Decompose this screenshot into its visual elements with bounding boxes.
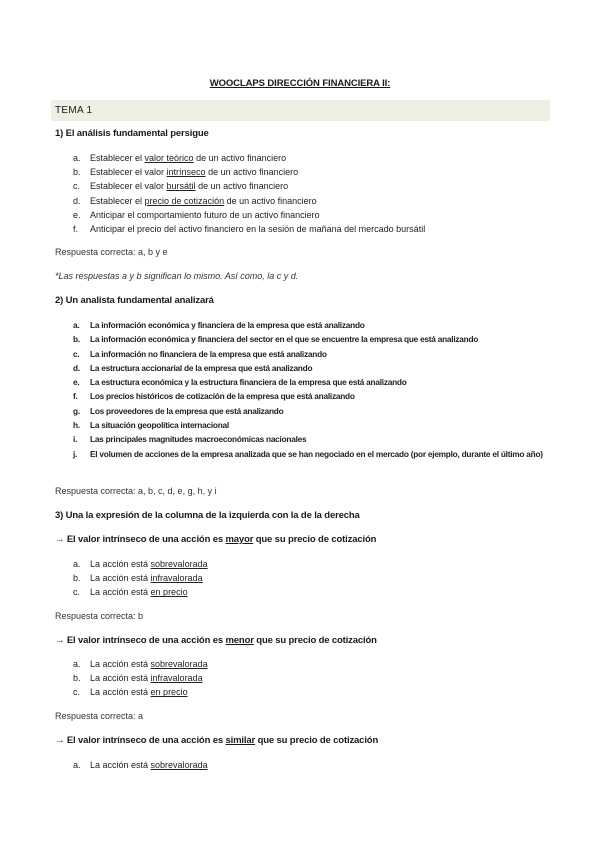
question-2: 2) Un analista fundamental analizará [55,295,214,306]
option-item: b. Establecer el valor intrínseco de un activo financiero [73,167,299,178]
option-item: e. Anticipar el comportamiento futuro de un activo financiero [73,209,320,220]
option-item: b. La información económica y financiera del sector en el que se encuentre la empresa que está analizando [73,334,479,345]
note-1: *Las respuestas a y b significan lo mismo. Así como, la c y d. [55,271,299,281]
sub-question-mayor-options [73,557,208,600]
sub-question-mayor: → El valor intrínseco de una acción es mayor que su precio de cotización [55,534,377,545]
question-1-options [73,151,425,236]
option-item: a. La acción está sobrevalorada [73,760,208,770]
question-3: 3) Una la expresión de la columna de la izquierda con la de la derecha [55,510,360,521]
option-item: h. La situación geopolítica internacional [73,420,229,431]
answer-1: Respuesta correcta: a, b y e [55,247,168,257]
option-item: g. Los proveedores de la empresa que está analizando [73,405,284,416]
option-item: a. La acción está sobrevalorada [73,559,208,569]
option-item: c. Establecer el valor bursátil de un activo financiero [73,181,289,192]
option-item: b. La acción está infravalorada [73,573,203,584]
option-item: d. Establecer el precio de cotización de un activo financiero [73,195,317,206]
option-item: c. La información no financiera de la empresa que está analizando [73,348,327,359]
option-item: i. Las principales magnitudes macroeconómicas nacionales [73,434,307,445]
option-item: a. La acción está sobrevalorada [73,659,208,669]
sub-question-similar: → El valor intrínseco de una acción es similar que su precio de cotización [55,735,379,746]
option-item: b. La acción está infravalorada [73,673,203,684]
answer-3a: Respuesta correcta: b [55,611,144,621]
option-item: d. La estructura accionarial de la empresa que está analizando [73,362,313,373]
sub-question-menor: → El valor intrínseco de una acción es menor que su precio de cotización [55,635,377,646]
option-item: c. La acción está en precio [73,687,188,698]
option-item: a. Establecer el valor teórico de un activo financiero [73,153,287,163]
document-title: WOOCLAPS DIRECCIÓN FINANCIERA II: [209,78,391,89]
option-item: c. La acción está en precio [73,587,188,598]
option-item: f. Anticipar el precio del activo financiero en la sesión de mañana del mercado bursátil [73,223,426,234]
answer-3b: Respuesta correcta: a [55,711,144,721]
question-1: 1) El análisis fundamental persigue [55,128,209,139]
sub-question-similar-options [73,758,208,772]
option-item: e. La estructura económica y la estructura financiera de la empresa que está analizando [73,377,407,388]
section-header: TEMA 1 [51,100,550,121]
question-2-options [73,318,545,475]
option-item: a. La información económica y financiera de la empresa que está analizando [73,320,365,330]
option-item: f. Los precios históricos de cotización de la empresa que está analizando [73,391,355,402]
sub-question-menor-options [73,657,208,700]
option-item: j. El volumen de acciones de la empresa analizada que se han negociado en el mercado (por ejemplo, durante el último año) [73,448,543,459]
answer-2: Respuesta correcta: a, b, c, d, e, g, h, y i [55,486,217,496]
